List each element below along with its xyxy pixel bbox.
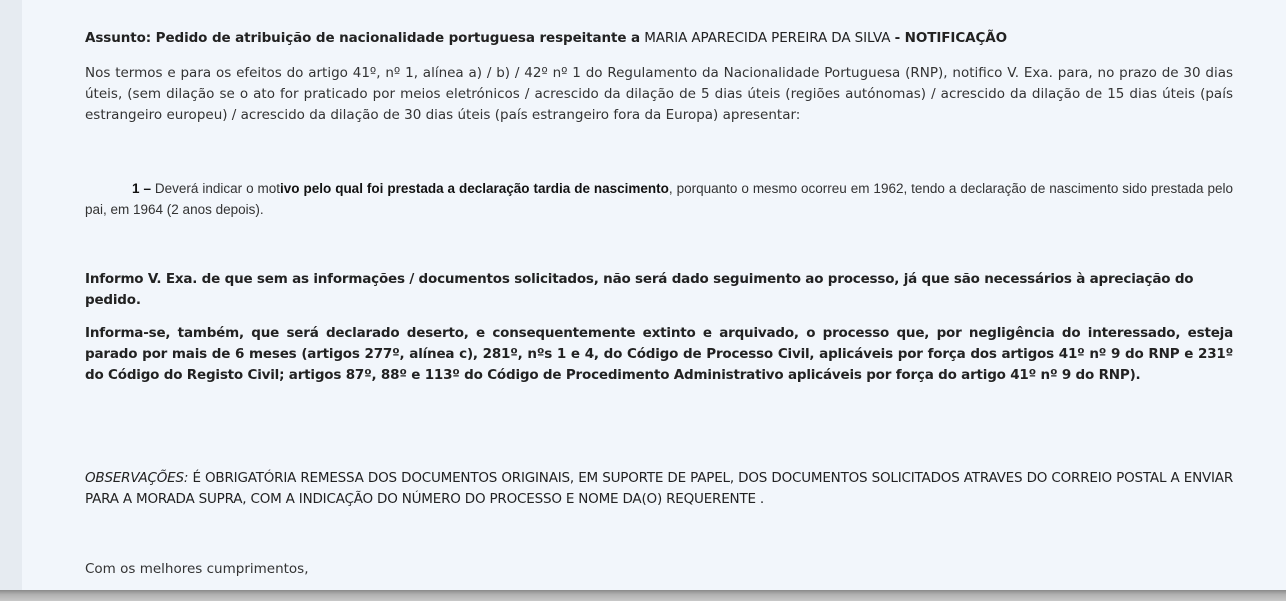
item-number: 1 – [132,181,151,196]
item-highlight: ivo pelo qual foi prestada a declaração tardia de nascimento [280,181,669,196]
subject-suffix: - NOTIFICAÇÃO [894,30,1008,46]
observations-text: É OBRIGATÓRIA REMESSA DOS DOCUMENTOS ORIGINAIS, EM SUPORTE DE PAPEL, DOS DOCUMENTOS SOLICITADOS ATRAVES DO CORREIO POSTAL A ENVIAR PARA A MORADA SUPRA, COM A INDICAÇÃO DO NÚMERO DO PROCESSO E NOME DA(O) REQUERENTE . [85,470,1233,507]
closing-line: Com os melhores cumprimentos, [85,561,309,577]
subject-label: Assunto: Pedido de atribuição de nacionalidade portuguesa respeitante a [85,30,641,46]
inform-paragraph: Informo V. Exa. de que sem as informações / documentos solicitados, não será dado seguimento ao processo, já que são necessários à apreciação do pedido. [85,271,1194,308]
item-text-after: , porquanto o mesmo ocorreu em 1962, tendo a declaração de nascimento sido prestada pelo pai, em 1964 (2 anos depois). [85,181,1233,217]
item-text-before: Deverá indicar o mot [150,181,281,196]
requested-item-1 [85,178,1233,220]
document-page [22,0,1286,590]
subject-line [85,28,1233,49]
intro-paragraph: Nos termos e para os efeitos do artigo 41º, nº 1, alínea a) / b) / 42º nº 1 do Regulamento da Nacionalidade Portuguesa (RNP), notifico V. Exa. para, no prazo de 30 dias úteis, (sem dilação se o ato for praticado por meios eletrónicos / acrescido da dilação de 5 dias úteis (regiões autónomas) / acrescido da dilação de 15 dias úteis (país estrangeiro europeu) / acrescido da dilação de 30 dias úteis (país estrangeiro fora da Europa) apresentar: [85,65,1233,123]
left-gutter [0,0,22,590]
document-body [85,28,1233,580]
deserto-paragraph: Informa-se, também, que será declarado deserto, e consequentemente extinto e arquivado, o processo que, por negligência do interessado, esteja parado por mais de 6 meses (artigos 277º, alínea c), 281º, nºs 1 e 4, do Código de Processo Civil, aplicáveis por força dos artigos 41º nº 9 do RNP e 231º do Código do Registo Civil; artigos 87º, 88º e 113º do Código de Procedimento Administrativo aplicáveis por força do artigo 41º nº 9 do RNP). [85,325,1233,383]
horizontal-scrollbar[interactable] [0,590,1286,601]
observations-label: OBSERVAÇÕES: [85,470,189,486]
applicant-name: MARIA APARECIDA PEREIRA DA SILVA [644,30,891,46]
observations-paragraph [85,468,1233,510]
